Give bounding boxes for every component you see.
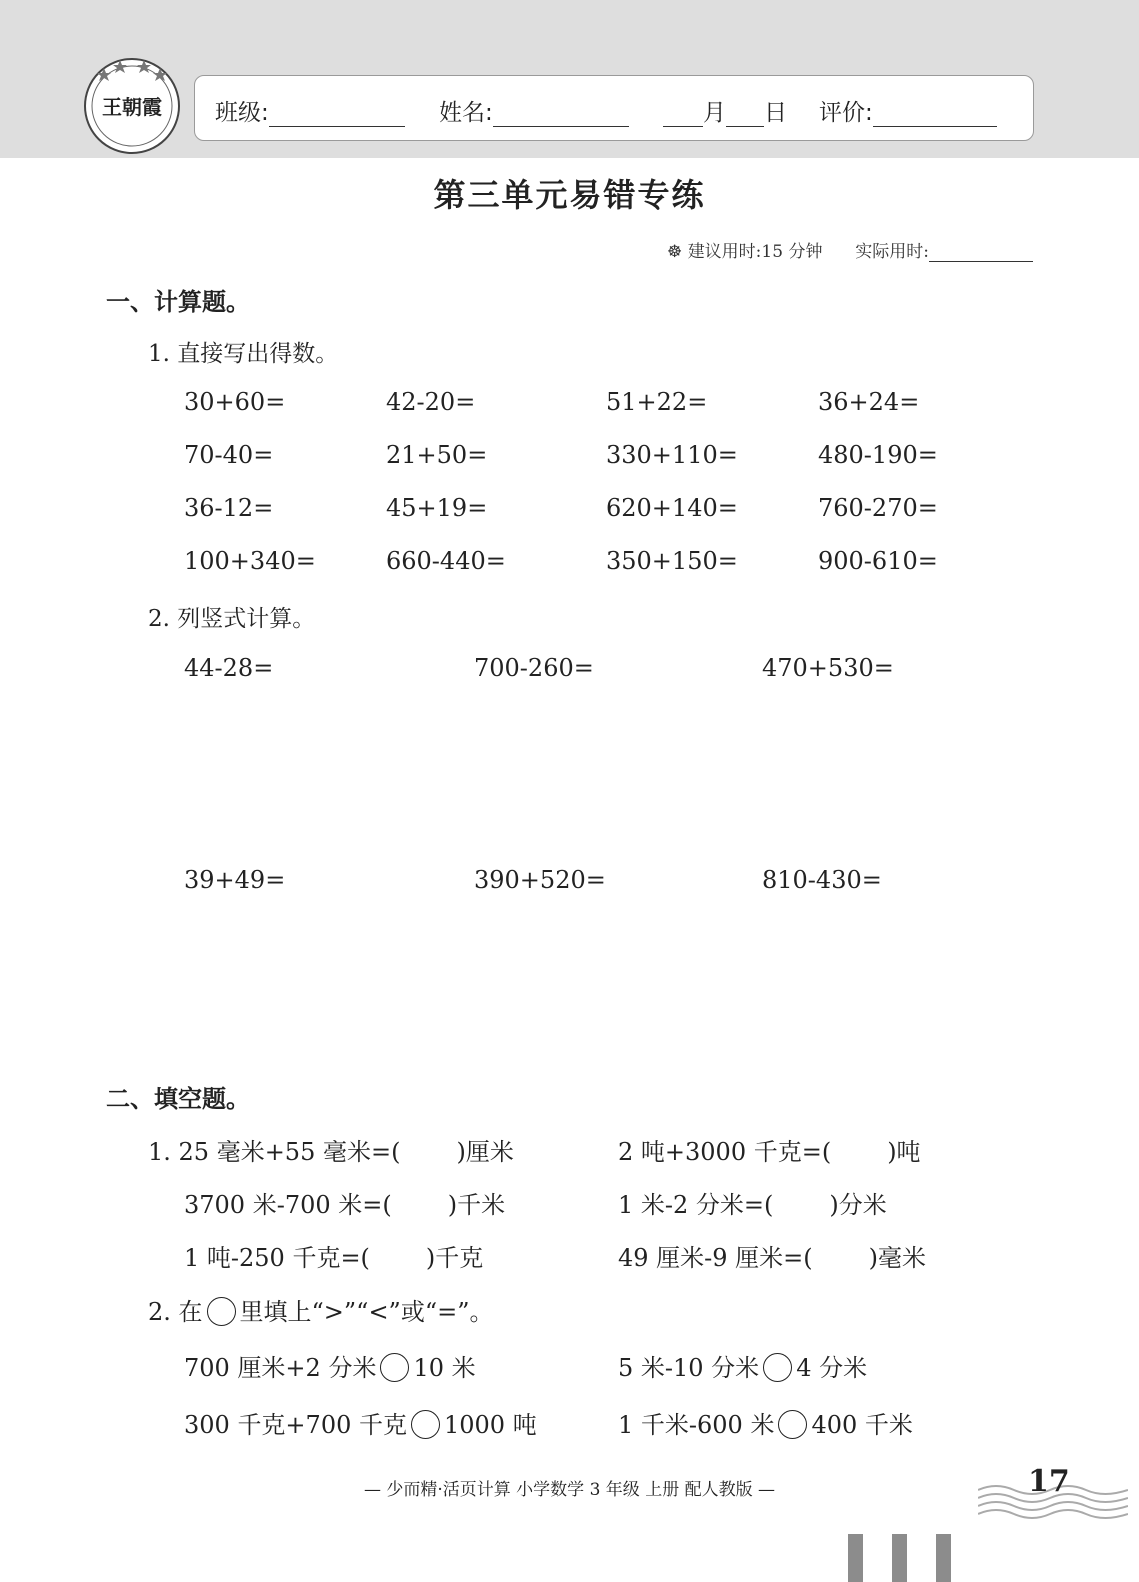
section1-heading: 一、计算题。 — [106, 288, 250, 316]
equation: 21+50= — [386, 441, 488, 469]
grade-label: 评价: — [819, 100, 873, 126]
equation: 900-610= — [818, 547, 938, 575]
footer-text: — 少而精·活页计算 小学数学 3 年级 上册 配人教版 — — [363, 1480, 776, 1500]
brand-logo — [82, 56, 182, 156]
compare-circle-icon — [207, 1297, 236, 1326]
equation: 660-440= — [386, 547, 506, 575]
page-title: 第三单元易错专练 — [433, 176, 706, 214]
compare-circle[interactable] — [778, 1410, 807, 1439]
fill-item: 49 厘米-9 厘米=( )毫米 — [618, 1244, 927, 1272]
actual-time-label: 实际用时: — [855, 242, 929, 262]
compare-item: 300 千克+700 千克 1000 吨 — [184, 1411, 537, 1439]
edge-mark — [848, 1534, 863, 1582]
equation: 51+22= — [606, 388, 708, 416]
grade-field[interactable] — [819, 94, 997, 127]
equation: 70-40= — [184, 441, 274, 469]
suggested-time: 建议用时:15 分钟 — [687, 242, 823, 262]
vertical-equation: 44-28= — [184, 654, 274, 682]
compare-item: 1 千米-600 米 400 千米 — [618, 1411, 913, 1439]
vertical-equation: 810-430= — [762, 866, 882, 894]
fill-item: 1 米-2 分米=( )分米 — [618, 1191, 887, 1219]
equation: 30+60= — [184, 388, 286, 416]
date-field[interactable] — [663, 94, 787, 127]
month-label: 月 — [703, 100, 726, 126]
fill-item: 3700 米-700 米=( )千米 — [184, 1191, 506, 1219]
equation: 45+19= — [386, 494, 488, 522]
actual-time-blank[interactable] — [929, 243, 1033, 262]
edge-mark — [936, 1534, 951, 1582]
compare-circle[interactable] — [380, 1353, 409, 1382]
equation: 36-12= — [184, 494, 274, 522]
vertical-equation: 700-260= — [474, 654, 594, 682]
logo-text: 王朝霞 — [102, 95, 162, 119]
equation: 620+140= — [606, 494, 738, 522]
day-label: 日 — [764, 100, 787, 126]
equation: 760-270= — [818, 494, 938, 522]
equation: 330+110= — [606, 441, 738, 469]
class-field[interactable] — [215, 94, 405, 127]
time-line — [667, 237, 1033, 262]
name-label: 姓名: — [439, 100, 493, 126]
equation: 350+150= — [606, 547, 738, 575]
q2-label: 2. 列竖式计算。 — [148, 606, 316, 632]
q1-label: 1. 直接写出得数。 — [148, 341, 339, 367]
edge-mark — [892, 1534, 907, 1582]
fill-item: 1 吨-250 千克=( )千克 — [184, 1244, 484, 1272]
equation: 480-190= — [818, 441, 938, 469]
student-info-box — [194, 75, 1034, 141]
equation: 42-20= — [386, 388, 476, 416]
q2-instruction: 2. 在 里填上“>”“<”或“=”。 — [148, 1298, 494, 1326]
class-label: 班级: — [215, 100, 269, 126]
vertical-equation: 470+530= — [762, 654, 894, 682]
compare-circle[interactable] — [411, 1410, 440, 1439]
clock-icon: ☸ — [667, 242, 683, 262]
compare-item: 5 米-10 分米 4 分米 — [618, 1354, 868, 1382]
compare-item: 700 厘米+2 分米 10 米 — [184, 1354, 476, 1382]
equation: 100+340= — [184, 547, 316, 575]
compare-circle[interactable] — [763, 1353, 792, 1382]
equation: 36+24= — [818, 388, 920, 416]
name-field[interactable] — [439, 94, 629, 127]
fill-item: 1. 25 毫米+55 毫米=( )厘米 — [148, 1138, 514, 1166]
vertical-equation: 390+520= — [474, 866, 606, 894]
fill-item: 2 吨+3000 千克=( )吨 — [618, 1138, 921, 1166]
vertical-equation: 39+49= — [184, 866, 286, 894]
section2-heading: 二、填空题。 — [106, 1085, 250, 1113]
page-number: 17 — [1028, 1464, 1070, 1499]
